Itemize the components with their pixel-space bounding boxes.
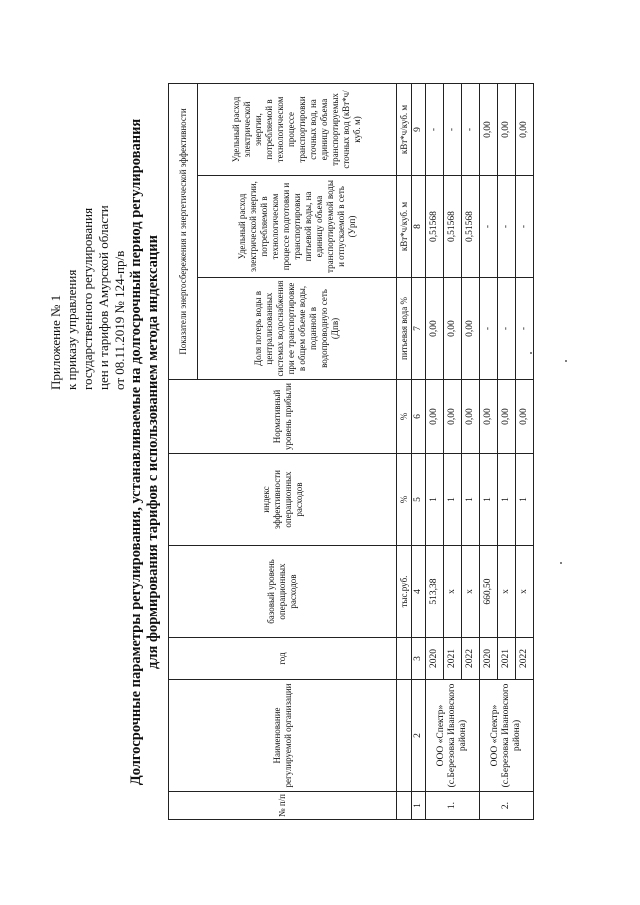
column-number: 7 [412,278,426,380]
cell-elec-waste: 0,00 [480,83,498,175]
parameters-table [168,83,534,820]
row-num: 2. [480,792,534,820]
cell-profit-level: 0,00 [516,380,534,454]
cell-water-loss: - [516,278,534,380]
appendix-line: к приказу управления [64,269,79,390]
cell-elec-waste: - [462,83,480,175]
cell-water-loss: - [498,278,516,380]
appendix-line: государственного регулирования [80,207,95,390]
column-number: 3 [412,638,426,680]
cell-elec-water: - [480,176,498,278]
cell-elec-waste: - [426,83,444,175]
cell-efficiency-index: 1 [498,454,516,546]
cell-elec-water: - [498,176,516,278]
cell-profit-level: 0,00 [480,380,498,454]
unit-cell [397,680,412,792]
row-num: 1. [426,792,480,820]
cell-elec-water: 0,51568 [462,176,480,278]
header-profit-level: Нормативный уровень прибыли [169,380,397,454]
cell-efficiency-index: 1 [516,454,534,546]
cell-base-level: х [444,546,462,638]
cell-base-level: х [516,546,534,638]
unit-cell [397,638,412,680]
cell-water-loss: 0,00 [426,278,444,380]
column-number: 5 [412,454,426,546]
appendix-line: цен и тарифов Амурской области [96,205,111,390]
column-number: 6 [412,380,426,454]
cell-efficiency-index: 1 [462,454,480,546]
header-energy-group: Показатели энергосбережения и энергетической эффективности [169,83,198,379]
cell-water-loss: 0,00 [444,278,462,380]
cell-efficiency-index: 1 [444,454,462,546]
appendix-block [48,90,128,390]
column-number: 8 [412,176,426,278]
cell-profit-level: 0,00 [498,380,516,454]
cell-year: 2022 [516,638,534,680]
cell-water-loss: 0,00 [462,278,480,380]
cell-year: 2020 [426,638,444,680]
header-water-loss: Доля потерь воды в централизованных системах водоснабжения при ее транспортировке в общем объеме воды, поданной в водопроводную сеть (Дпв) [198,278,397,380]
document-title [128,72,162,832]
rotated-sheet [40,72,600,832]
header-org: Наименование регулируемой организации [169,680,397,792]
header-efficiency-index: индекс эффективности операционных расходов [169,454,397,546]
column-number: 4 [412,546,426,638]
cell-elec-waste: 0,00 [516,83,534,175]
cell-base-level: х [498,546,516,638]
appendix-line: Приложение № 1 [48,294,63,390]
cell-profit-level: 0,00 [444,380,462,454]
unit-efficiency-index: % [397,454,412,546]
cell-base-level: х [462,546,480,638]
column-number: 1 [412,792,426,820]
title-line: Долгосрочные параметры регулирования, устанавливаемые на долгосрочный период регулирования [128,118,144,786]
cell-elec-water: - [516,176,534,278]
cell-elec-water: 0,51568 [444,176,462,278]
cell-base-level: 660,50 [480,546,498,638]
cell-efficiency-index: 1 [426,454,444,546]
cell-water-loss: - [480,278,498,380]
cell-elec-waste: - [444,83,462,175]
cell-elec-waste: 0,00 [498,83,516,175]
cell-year: 2021 [444,638,462,680]
header-num: № п/п [169,792,397,820]
cell-year: 2021 [498,638,516,680]
unit-elec-water: кВт*ч/куб. м [397,176,412,278]
column-number: 9 [412,83,426,175]
title-line: для формирования тарифов с использованием метода индексации [145,235,161,669]
unit-water-loss: питьевая вода % [397,278,412,380]
cell-efficiency-index: 1 [480,454,498,546]
org-name: ООО «Спектр» (с.Березовка Ивановского района) [426,680,480,792]
cell-profit-level: 0,00 [426,380,444,454]
cell-year: 2020 [480,638,498,680]
header-elec-water: Удельный расход электрической энергии, потребляемой в технологическом процессе подготовки и транспортировки питьевой воды, на единицу объема транспортируемой воды и отпускаемой в сеть (Уpп) [198,176,397,278]
org-name: ООО «Спектр» (с.Березовка Ивановского района) [480,680,534,792]
cell-profit-level: 0,00 [462,380,480,454]
header-year: год [169,638,397,680]
unit-base-level: тыс.руб. [397,546,412,638]
unit-cell [397,792,412,820]
cell-elec-water: 0,51568 [426,176,444,278]
unit-elec-waste: кВт*ч/куб. м [397,83,412,175]
cell-base-level: 513,38 [426,546,444,638]
cell-year: 2022 [462,638,480,680]
appendix-line: от 08.11.2019 № 124-пр/в [112,250,127,390]
column-number: 2 [412,680,426,792]
header-elec-waste: Удельный расход электрической энергии, потребляемой в технологическом процессе транспортировки сточных вод, на единицу объема транспортируемых сточных вод (кВт*ч/куб. м) [198,83,397,175]
unit-profit-level: % [397,380,412,454]
header-base-level: базовый уровень операционных расходов [169,546,397,638]
